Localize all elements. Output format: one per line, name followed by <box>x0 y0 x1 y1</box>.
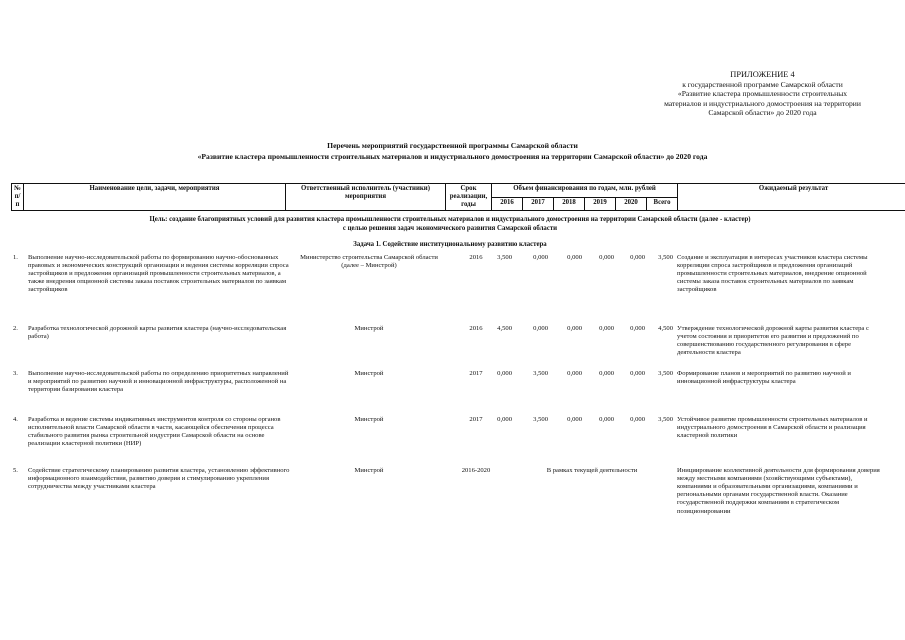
row-result: Создание и эксплуатация в интересах участников кластера системы корреляции спроса застройщиков и предложения организаций промышленности строительных материалов, внедрение опционной системы заказа поставок строительных материалов по заявкам застройщиков <box>677 253 868 294</box>
table-row <box>10 467 890 537</box>
row-executor: Минстрой <box>354 415 384 423</box>
row-result: Устойчивое развитие промышленности строительных материалов и индустриального домостроения в Самарской области и реализация кластерной политики <box>677 415 868 439</box>
row-value-2017: 0,000 <box>533 253 548 261</box>
row-value-2016: 0,000 <box>497 369 512 377</box>
row-value-2018: 0,000 <box>567 415 582 423</box>
appendix-head: ПРИЛОЖЕНИЕ 4 <box>730 70 795 79</box>
row-name: Разработка и ведение системы индикативных инструментов контроля со стороны органов исполнительной власти Самарской области в части, касающейся обеспечения процесса стабильного развития рынка строительной индустрии Самарской области на основе реализации кластерной политики (НИР) <box>28 415 281 448</box>
row-term: 2017 <box>469 369 483 377</box>
appendix-line: Самарской области» до 2020 года <box>708 108 817 118</box>
row-value-2017: 3,500 <box>533 369 548 377</box>
table-header <box>11 183 905 211</box>
row-name: Содействие стратегическому планированию развития кластера, установлению эффективного информационного взаимодействия, развитию доверия и стимулированию укрепления сотрудничества между участниками кластера <box>28 466 290 490</box>
row-value-2019: 0,000 <box>599 253 614 261</box>
row-name: Разработка технологической дорожной карты развития кластера (научно-исследовательская работа) <box>28 324 287 340</box>
goal-line-2: с целью решения задач экономического развития Самарской области <box>342 224 558 232</box>
row-result: Инициирование коллективной деятельности для формирования доверия между местными компаниями (хозяйствующими субъектами), компаниями и образовательными организациями, компаниями и региональными органами государственной власти. Оказание государственной поддержки компаниям в стратегическом позиционировании <box>677 466 880 515</box>
title-line-2: «Развитие кластера промышленности строительных материалов и индустриального домостроения на территории Самарской области» до 2020 года <box>197 151 708 161</box>
row-value-total: 4,500 <box>658 324 673 332</box>
header-term: Срок реализации, годы <box>446 184 492 211</box>
row-term: 2016 <box>469 324 483 332</box>
appendix-line: к государственной программе Самарской области <box>682 79 843 89</box>
row-value-2020: 0,000 <box>630 253 645 261</box>
row-value-2018: 0,000 <box>567 369 582 377</box>
header-num: № п/п <box>12 184 24 211</box>
row-executor: Минстрой <box>354 466 384 474</box>
row-term: 2016 <box>469 253 483 261</box>
header-year: 2017 <box>523 197 554 211</box>
row-value-2019: 0,000 <box>599 369 614 377</box>
activities-sheet <box>10 183 890 537</box>
row-executor: Минстрой <box>354 324 384 332</box>
row-value-2016: 4,500 <box>497 324 512 332</box>
row-value-total: 3,500 <box>658 369 673 377</box>
header-year: 2019 <box>585 197 616 211</box>
row-term: 2017 <box>469 415 483 423</box>
row-num: 1. <box>13 253 18 261</box>
header-result: Ожидаемый результат <box>678 184 905 211</box>
goal-statement <box>10 216 890 233</box>
row-value-2019: 0,000 <box>599 415 614 423</box>
row-num: 2. <box>13 324 18 332</box>
row-num: 3. <box>13 369 18 377</box>
table-row <box>10 254 890 325</box>
appendix-line: «Развитие кластера промышленности строительных <box>677 89 848 99</box>
table-row <box>10 325 890 370</box>
row-term: 2016-2020 <box>461 466 491 474</box>
row-name: Выполнение научно-исследовательской работы по определению приоритетных направлений и мероприятий по развитию научной и инновационной инфраструктуры, расположенной на территории базирования кластера <box>28 369 289 393</box>
document-title <box>0 141 905 162</box>
table-row <box>10 370 890 416</box>
row-num: 5. <box>13 466 18 474</box>
row-value-2020: 0,000 <box>630 324 645 332</box>
row-value-total: 3,500 <box>658 415 673 423</box>
header-year-total: Всего <box>647 197 678 211</box>
row-result: Формирование планов и мероприятий по развитию научной и инновационной инфраструктуры кластера <box>677 369 851 385</box>
row-value-2020: 0,000 <box>630 415 645 423</box>
header-year: 2016 <box>492 197 523 211</box>
header-year: 2018 <box>554 197 585 211</box>
row-value-total: 3,500 <box>658 253 673 261</box>
row-financing-note: В рамках текущей деятельности <box>546 466 638 474</box>
row-result: Утверждение технологической дорожной карты развития кластера с учетом состояния и приоритетов его развития и предложений по совершенствованию государственного регулирования в сфере деятельности кластера <box>677 324 869 357</box>
row-value-2018: 0,000 <box>567 324 582 332</box>
row-value-2017: 0,000 <box>533 324 548 332</box>
row-name: Выполнение научно-исследовательской работы по формированию научно-обоснованных правовых и экономических конструкций организации и ведения системы корреляции спроса застройщиков и предложения организаций промышленности строительных материалов, а также внедрения опционной системы заказа поставок строительных материалов по заявкам застройщиков <box>28 253 289 294</box>
header-executor: Ответственный исполнитель (участники) мероприятия <box>286 184 446 211</box>
row-value-2017: 3,500 <box>533 415 548 423</box>
row-value-2016: 3,500 <box>497 253 512 261</box>
task-heading: Задача 1. Содействие институциональному развитию кластера <box>353 241 547 248</box>
row-value-2019: 0,000 <box>599 324 614 332</box>
header-finance: Объем финансирования по годам, млн. рублей <box>492 184 678 198</box>
table-row <box>10 416 890 467</box>
header-name: Наименование цели, задачи, мероприятия <box>24 184 286 211</box>
row-num: 4. <box>13 415 18 423</box>
appendix-line: материалов и индустриального домостроения на территории <box>664 98 861 108</box>
row-executor: Минстрой <box>354 369 384 377</box>
title-line-1: Перечень мероприятий государственной программы Самарской области <box>327 141 578 150</box>
goal-line-1: Цель: создание благоприятных условий для развития кластера промышленности строительных материалов и индустриального домостроения на территории Самарской области (далее - кластер) <box>149 216 751 223</box>
row-value-2020: 0,000 <box>630 369 645 377</box>
appendix-block <box>635 70 890 118</box>
header-year: 2020 <box>616 197 647 211</box>
row-executor: Министерство строительства Самарской области (далее – Минстрой) <box>300 253 438 269</box>
row-value-2018: 0,000 <box>567 253 582 261</box>
row-value-2016: 0,000 <box>497 415 512 423</box>
